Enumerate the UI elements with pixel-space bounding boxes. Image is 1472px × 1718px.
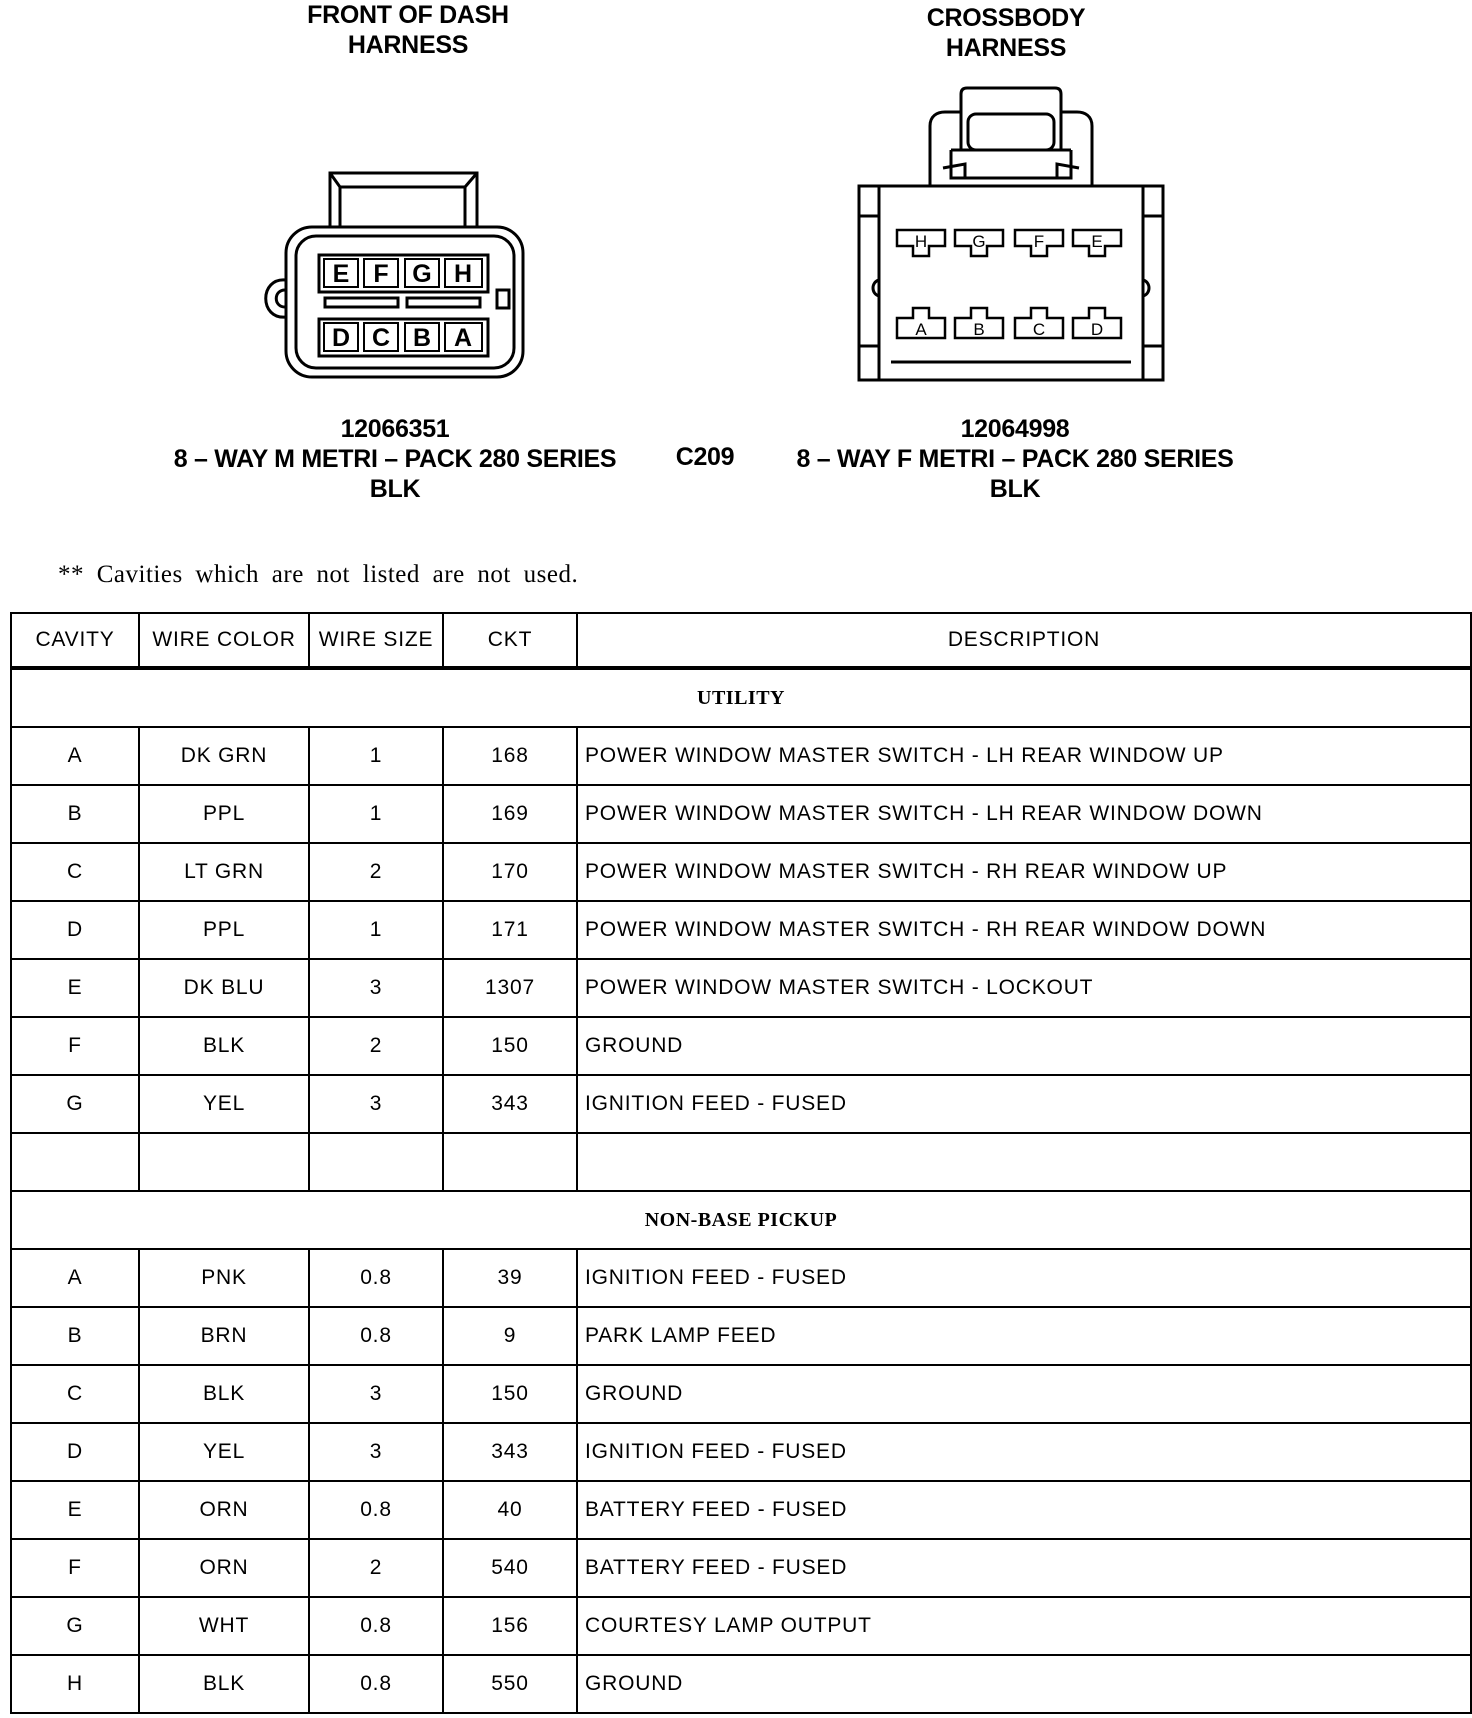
left-connector-title-line2: HARNESS [347,31,469,59]
cell-ckt: 540 [443,1539,577,1597]
table-row [11,1423,1471,1481]
header-ckt: CKT [443,613,577,668]
right-top-cavity-2: G [972,232,986,251]
cell-description: GROUND [577,1655,1471,1713]
table-row [11,1481,1471,1539]
cell-ckt: 9 [443,1307,577,1365]
cell-wire-color: YEL [139,1423,309,1481]
cell-description [577,1133,1471,1191]
cell-wire-size: 2 [309,1017,443,1075]
cell-description: POWER WINDOW MASTER SWITCH - RH REAR WINDOW DOWN [577,901,1471,959]
left-bottom-cavity-4: A [453,324,473,352]
table-header-row [11,613,1471,668]
cell-ckt: 171 [443,901,577,959]
cell-cavity: E [11,959,139,1017]
cell-description: GROUND [577,1017,1471,1075]
cell-ckt: 550 [443,1655,577,1713]
cell-wire-size: 1 [309,727,443,785]
cell-wire-color: ORN [139,1539,309,1597]
cell-description: POWER WINDOW MASTER SWITCH - LOCKOUT [577,959,1471,1017]
cell-wire-color: WHT [139,1597,309,1655]
right-connector-color: BLK [989,475,1041,503]
cell-description: IGNITION FEED - FUSED [577,1249,1471,1307]
cell-cavity: B [11,1307,139,1365]
cell-wire-size: 3 [309,1423,443,1481]
right-bottom-cavity-4: D [1090,320,1104,339]
cell-wire-size: 0.8 [309,1481,443,1539]
cell-wire-color: BLK [139,1655,309,1713]
cell-cavity: C [11,843,139,901]
cell-cavity: F [11,1017,139,1075]
cell-wire-color: BLK [139,1365,309,1423]
cell-cavity: C [11,1365,139,1423]
cell-ckt: 343 [443,1075,577,1133]
left-top-cavity-1: E [332,260,350,288]
unused-cavities-note: ** Cavities which are not listed are not used. [58,561,579,588]
cell-ckt: 343 [443,1423,577,1481]
left-top-cavity-4: H [453,260,473,288]
cell-description: BATTERY FEED - FUSED [577,1539,1471,1597]
table-row [11,785,1471,843]
cell-wire-color: YEL [139,1075,309,1133]
cell-wire-color: ORN [139,1481,309,1539]
cell-wire-color: PPL [139,785,309,843]
cell-cavity: F [11,1539,139,1597]
table-row [11,1655,1471,1713]
cell-wire-size: 1 [309,901,443,959]
table-row [11,1539,1471,1597]
cell-wire-size: 2 [309,843,443,901]
table-row [11,1133,1471,1191]
cell-wire-size: 3 [309,959,443,1017]
left-connector-title-line1: FRONT OF DASH [307,1,509,29]
cell-wire-size: 2 [309,1539,443,1597]
table-row [11,1365,1471,1423]
left-bottom-cavity-2: C [371,324,391,352]
cell-description: IGNITION FEED - FUSED [577,1075,1471,1133]
cell-description: COURTESY LAMP OUTPUT [577,1597,1471,1655]
section-header-row [11,1191,1471,1249]
header-cavity: CAVITY [11,613,139,668]
section-title: UTILITY [11,668,1471,727]
cell-wire-size: 3 [309,1365,443,1423]
cell-ckt: 169 [443,785,577,843]
cell-wire-size [309,1133,443,1191]
cell-ckt: 40 [443,1481,577,1539]
table-body [11,668,1471,1713]
cell-ckt: 170 [443,843,577,901]
connector-id-label: C209 [675,443,735,471]
table-row [11,727,1471,785]
right-bottom-cavity-2: B [973,320,985,339]
cell-cavity: A [11,1249,139,1307]
left-bottom-cavity-1: D [331,324,351,352]
cell-cavity: D [11,1423,139,1481]
header-wire-size: WIRE SIZE [309,613,443,668]
cell-cavity: G [11,1597,139,1655]
cell-wire-size: 1 [309,785,443,843]
left-part-number: 12066351 [340,415,450,443]
right-connector-title-line1: CROSSBODY [926,4,1086,32]
cell-wire-size: 0.8 [309,1597,443,1655]
table-row [11,1307,1471,1365]
cell-ckt [443,1133,577,1191]
cell-ckt: 156 [443,1597,577,1655]
left-connector-description: 8 – WAY M METRI – PACK 280 SERIES [173,445,617,473]
cell-wire-size: 0.8 [309,1249,443,1307]
cell-wire-color: PNK [139,1249,309,1307]
cell-description: POWER WINDOW MASTER SWITCH - RH REAR WINDOW UP [577,843,1471,901]
cell-description: IGNITION FEED - FUSED [577,1423,1471,1481]
left-connector-color: BLK [369,475,421,503]
right-top-cavity-4: E [1091,232,1103,251]
cell-wire-size: 0.8 [309,1307,443,1365]
right-connector-description: 8 – WAY F METRI – PACK 280 SERIES [796,445,1234,473]
cell-wire-color: LT GRN [139,843,309,901]
left-bottom-cavity-3: B [412,324,432,352]
header-wire-color: WIRE COLOR [139,613,309,668]
cell-wire-size: 0.8 [309,1655,443,1713]
table-row [11,843,1471,901]
table-row [11,1075,1471,1133]
right-bottom-cavity-3: C [1032,320,1046,339]
left-top-cavity-2: F [373,260,389,288]
cell-cavity: E [11,1481,139,1539]
cell-cavity [11,1133,139,1191]
left-connector-info [135,414,655,504]
cell-description: GROUND [577,1365,1471,1423]
cell-cavity: G [11,1075,139,1133]
cell-description: PARK LAMP FEED [577,1307,1471,1365]
cell-ckt: 39 [443,1249,577,1307]
left-connector-diagram [255,165,525,385]
cell-wire-color: BRN [139,1307,309,1365]
cell-ckt: 1307 [443,959,577,1017]
pinout-table [10,612,1472,1714]
cell-description: POWER WINDOW MASTER SWITCH - LH REAR WINDOW UP [577,727,1471,785]
right-connector-info [760,414,1270,504]
left-top-cavity-3: G [412,260,432,288]
cell-cavity: B [11,785,139,843]
cell-wire-color: PPL [139,901,309,959]
cell-description: BATTERY FEED - FUSED [577,1481,1471,1539]
right-connector-diagram [855,88,1170,388]
section-header-row [11,668,1471,727]
cell-wire-color: BLK [139,1017,309,1075]
cell-wire-size: 3 [309,1075,443,1133]
cell-ckt: 150 [443,1365,577,1423]
right-top-cavity-3: F [1033,232,1045,251]
right-connector-title-line2: HARNESS [945,34,1067,62]
section-title: NON-BASE PICKUP [11,1191,1471,1249]
right-connector-title [856,3,1156,63]
table-row [11,1249,1471,1307]
header-description: DESCRIPTION [577,613,1471,668]
table-row [11,901,1471,959]
cell-cavity: D [11,901,139,959]
right-bottom-cavity-1: A [915,320,927,339]
table-row [11,959,1471,1017]
cell-cavity: A [11,727,139,785]
right-top-cavity-1: H [914,232,928,251]
cell-description: POWER WINDOW MASTER SWITCH - LH REAR WINDOW DOWN [577,785,1471,843]
cell-cavity: H [11,1655,139,1713]
cell-ckt: 168 [443,727,577,785]
cell-wire-color: DK BLU [139,959,309,1017]
right-part-number: 12064998 [960,415,1070,443]
cell-wire-color [139,1133,309,1191]
table-row [11,1017,1471,1075]
cell-ckt: 150 [443,1017,577,1075]
left-connector-title [258,0,558,60]
table-row [11,1597,1471,1655]
cell-wire-color: DK GRN [139,727,309,785]
